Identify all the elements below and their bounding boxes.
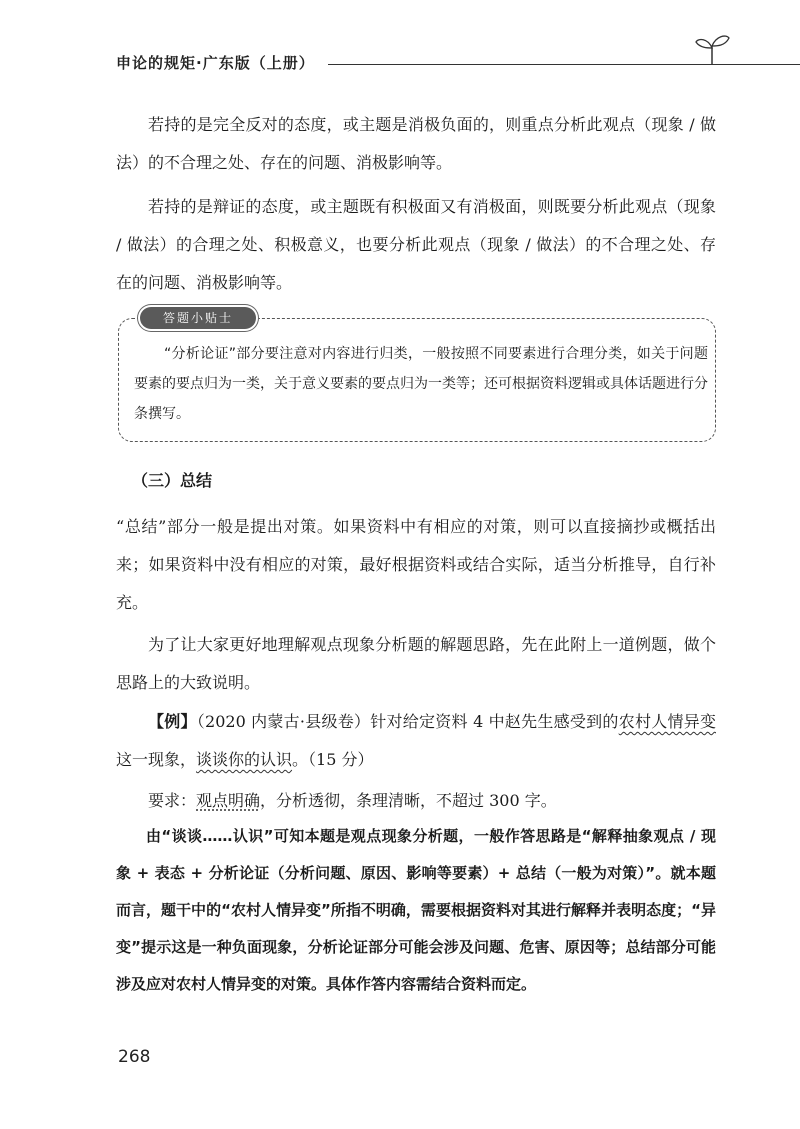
requirement-prefix: 要求：: [148, 791, 197, 810]
section-heading-summary: （三）总结: [132, 471, 213, 490]
example-question: [116, 703, 716, 779]
requirement-rest: ，分析透彻，条理清晰，不超过 300 字。: [260, 791, 557, 810]
tip-badge: 答题小贴士: [140, 307, 256, 329]
running-header: [116, 52, 716, 78]
example-analysis: 由“谈谈……认识”可知本题是观点现象分析题，一般作答思路是“解释抽象观点 / 现象 + 表态 + 分析论证（分析问题、原因、影响等要素）+ 总结（一般为对策）”。就本题而言，题干中的“农村人情异变”所指不明确，需要根据资料对其进行解释并表明态度；“异变”提示这是一种负面现象，分析论证部分可能会涉及问题、危害、原因等；总结部分可能涉及应对农村人情异变的对策。具体作答内容需结合资料而定。: [116, 827, 716, 993]
paragraph-example-intro: 为了让大家更好地理解观点现象分析题的解题思路，先在此附上一道例题，做个思路上的大致说明。: [116, 635, 716, 692]
example-mark: 【例】: [148, 712, 197, 731]
example-task: 谈谈你的认识: [196, 750, 293, 769]
example-middle: 这一现象，: [116, 750, 197, 769]
example-highlight: 农村人情异变: [618, 712, 716, 731]
example-source: （2020 内蒙古·县级卷）针对给定资料 4 中赵先生感受到的: [196, 712, 619, 731]
paragraph-summary-measures: “总结”部分一般是提出对策。如果资料中有相应的对策，则可以直接摘抄或概括出来；如果资料中没有相应的对策，最好根据资料或结合实际，适当分析推导，自行补充。: [116, 517, 716, 612]
book-title: 申论的规矩·广东版（上册）: [116, 54, 315, 72]
sprout-icon: [692, 32, 732, 66]
page-number: 268: [118, 1047, 151, 1067]
example-score: 。（15 分）: [292, 750, 374, 769]
paragraph-opposed-attitude: 若持的是完全反对的态度，或主题是消极负面的，则重点分析此观点（现象 / 做法）的不合理之处、存在的问题、消极影响等。: [116, 115, 716, 172]
example-requirement: [116, 782, 716, 820]
tip-text: “分析论证”部分要注意对内容进行归类，一般按照不同要素进行合理分类，如关于问题要素的要点归为一类，关于意义要素的要点归为一类等；还可根据资料逻辑或具体话题进行分条撰写。: [134, 346, 708, 422]
requirement-point: 观点明确: [196, 791, 261, 810]
paragraph-dialectical-attitude: 若持的是辩证的态度，或主题既有积极面又有消极面，则既要分析此观点（现象 / 做法）的合理之处、积极意义，也要分析此观点（现象 / 做法）的不合理之处、存在的问题、消极影响等。: [116, 197, 716, 292]
